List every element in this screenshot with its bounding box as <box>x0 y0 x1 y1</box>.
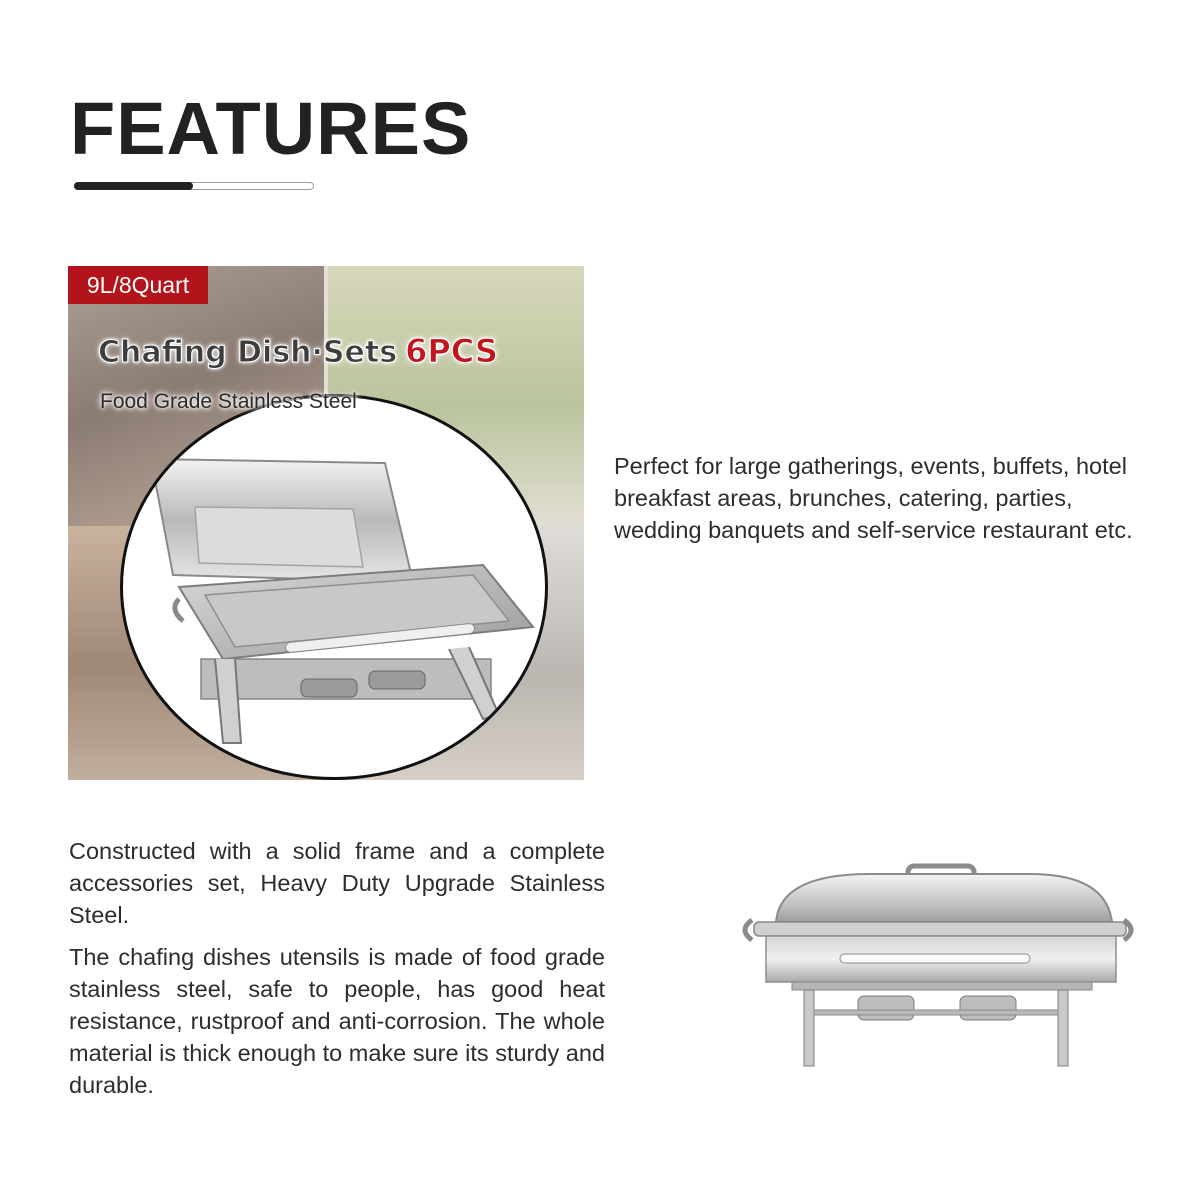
title-underline-progress <box>74 182 314 190</box>
product-name: Chafing Dish·Sets <box>98 335 398 370</box>
product-set-title <box>98 332 498 370</box>
open-chafing-dish-circle <box>120 394 548 780</box>
product-subtitle: Food Grade Stainless Steel <box>100 390 357 413</box>
page-title: FEATURES <box>70 87 472 170</box>
material-text: The chafing dishes utensils is made of food grade stainless steel, safe to people, has good heat resistance, rustproof and anti-corrosion. The whole material is thick enough to make sure its sturdy and durable. <box>69 944 605 1098</box>
use-cases-text: Perfect for large gatherings, events, buffets, hotel breakfast areas, brunches, catering, parties, wedding banquets and self-service restaurant etc. <box>614 453 1133 543</box>
closed-chafing-dish-photo <box>740 860 1140 1075</box>
construction-text: Constructed with a solid frame and a complete accessories set, Heavy Duty Upgrade Stainless Steel. <box>69 838 605 928</box>
open-chafing-dish-illustration <box>123 397 548 780</box>
capacity-badge: 9L/8Quart <box>68 266 208 304</box>
product-collage-image <box>68 266 584 780</box>
piece-count: 6PCS <box>405 332 498 370</box>
closed-chafing-dish-illustration <box>740 860 1140 1075</box>
title-underline-fill <box>74 182 193 190</box>
